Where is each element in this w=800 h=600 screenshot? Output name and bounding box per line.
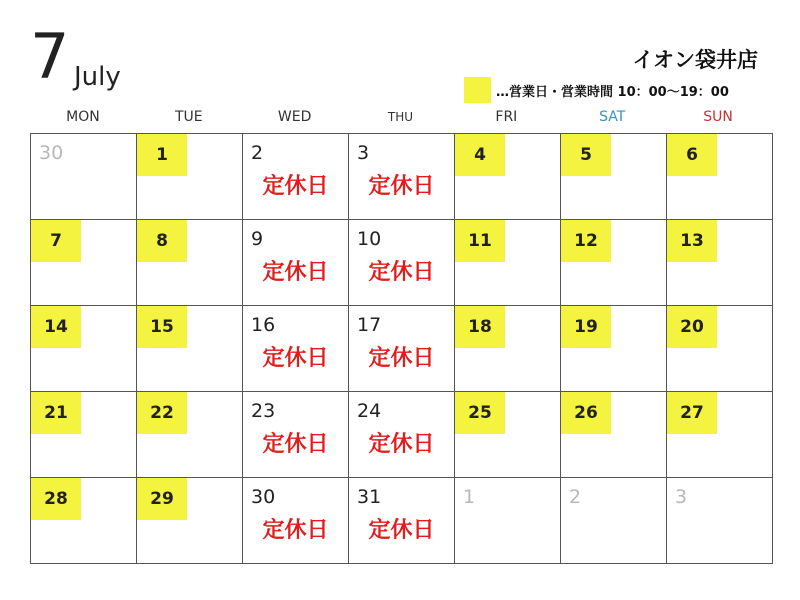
open-day-number: 13	[667, 220, 717, 262]
calendar-day-cell	[349, 134, 455, 220]
calendar-day-cell	[667, 220, 773, 306]
calendar-day-cell	[243, 478, 349, 564]
open-day-number: 15	[137, 306, 187, 348]
open-day-number: 22	[137, 392, 187, 434]
open-day-number: 29	[137, 478, 187, 520]
calendar-day-cell	[31, 134, 137, 220]
legend-open-swatch	[464, 77, 491, 103]
open-day-number: 27	[667, 392, 717, 434]
open-day-number: 7	[31, 220, 81, 262]
closed-day-label: 定休日	[262, 346, 329, 371]
other-month-day-number: 1	[463, 486, 476, 508]
other-month-day-number: 30	[39, 142, 64, 164]
calendar-day-cell	[561, 478, 667, 564]
closed-day-number: 31	[357, 486, 382, 508]
calendar-day-cell	[561, 134, 667, 220]
calendar-day-cell	[31, 392, 137, 478]
calendar-day-cell	[667, 478, 773, 564]
closed-day-label: 定休日	[262, 432, 329, 457]
closed-day-label: 定休日	[368, 518, 435, 543]
calendar-day-cell	[31, 478, 137, 564]
calendar-day-cell	[455, 220, 561, 306]
weekday-sat: SAT	[599, 109, 626, 125]
closed-day-label: 定休日	[262, 518, 329, 543]
calendar-day-cell	[349, 220, 455, 306]
open-day-number: 4	[455, 134, 505, 176]
calendar-day-cell	[455, 478, 561, 564]
closed-day-label: 定休日	[368, 432, 435, 457]
calendar-day-cell	[137, 478, 243, 564]
open-day-number: 11	[455, 220, 505, 262]
calendar-grid	[30, 133, 773, 564]
month-number: 7	[30, 20, 70, 93]
calendar-day-cell	[243, 306, 349, 392]
closed-day-number: 23	[251, 400, 276, 422]
calendar-day-cell	[137, 392, 243, 478]
open-day-number: 14	[31, 306, 81, 348]
open-day-number: 8	[137, 220, 187, 262]
calendar-day-cell	[349, 306, 455, 392]
calendar-day-cell	[349, 478, 455, 564]
closed-day-number: 24	[357, 400, 382, 422]
closed-day-number: 3	[357, 142, 370, 164]
calendar-day-cell	[137, 134, 243, 220]
open-day-number: 25	[455, 392, 505, 434]
calendar-day-cell	[667, 392, 773, 478]
calendar-day-cell	[137, 220, 243, 306]
calendar-day-cell	[243, 392, 349, 478]
calendar-day-cell	[667, 134, 773, 220]
open-day-number: 18	[455, 306, 505, 348]
closed-day-label: 定休日	[368, 346, 435, 371]
open-day-number: 12	[561, 220, 611, 262]
calendar-day-cell	[31, 220, 137, 306]
open-day-number: 21	[31, 392, 81, 434]
weekday-sun: SUN	[703, 109, 733, 125]
legend	[464, 77, 729, 103]
closed-day-label: 定休日	[368, 260, 435, 285]
calendar-day-cell	[455, 306, 561, 392]
open-day-number: 28	[31, 478, 81, 520]
closed-day-number: 10	[357, 228, 382, 250]
calendar-day-cell	[243, 134, 349, 220]
calendar-day-cell	[349, 392, 455, 478]
open-day-number: 5	[561, 134, 611, 176]
weekday-thu: THU	[387, 110, 414, 124]
calendar-day-cell	[561, 392, 667, 478]
month-name: July	[74, 62, 121, 92]
calendar-day-cell	[31, 306, 137, 392]
calendar-day-cell	[561, 220, 667, 306]
closed-day-label: 定休日	[368, 174, 435, 199]
weekday-tue: TUE	[174, 109, 203, 125]
closed-day-number: 9	[251, 228, 264, 250]
closed-day-label: 定休日	[262, 260, 329, 285]
weekday-header	[30, 106, 771, 128]
closed-day-number: 17	[357, 314, 382, 336]
closed-day-label: 定休日	[262, 174, 329, 199]
store-name: イオン袋井店	[632, 48, 758, 72]
calendar-day-cell	[561, 306, 667, 392]
closed-day-number: 16	[251, 314, 276, 336]
closed-day-number: 2	[251, 142, 264, 164]
calendar-day-cell	[455, 392, 561, 478]
other-month-day-number: 2	[569, 486, 582, 508]
calendar-day-cell	[455, 134, 561, 220]
calendar-day-cell	[137, 306, 243, 392]
open-day-number: 20	[667, 306, 717, 348]
open-day-number: 19	[561, 306, 611, 348]
open-day-number: 1	[137, 134, 187, 176]
calendar-day-cell	[667, 306, 773, 392]
calendar-day-cell	[243, 220, 349, 306]
other-month-day-number: 3	[675, 486, 688, 508]
legend-text: …営業日・営業時間 10：00～19：00	[496, 84, 729, 100]
weekday-fri: FRI	[495, 109, 518, 125]
open-day-number: 6	[667, 134, 717, 176]
open-day-number: 26	[561, 392, 611, 434]
closed-day-number: 30	[251, 486, 276, 508]
weekday-mon: MON	[66, 109, 100, 125]
weekday-wed: WED	[277, 109, 312, 125]
